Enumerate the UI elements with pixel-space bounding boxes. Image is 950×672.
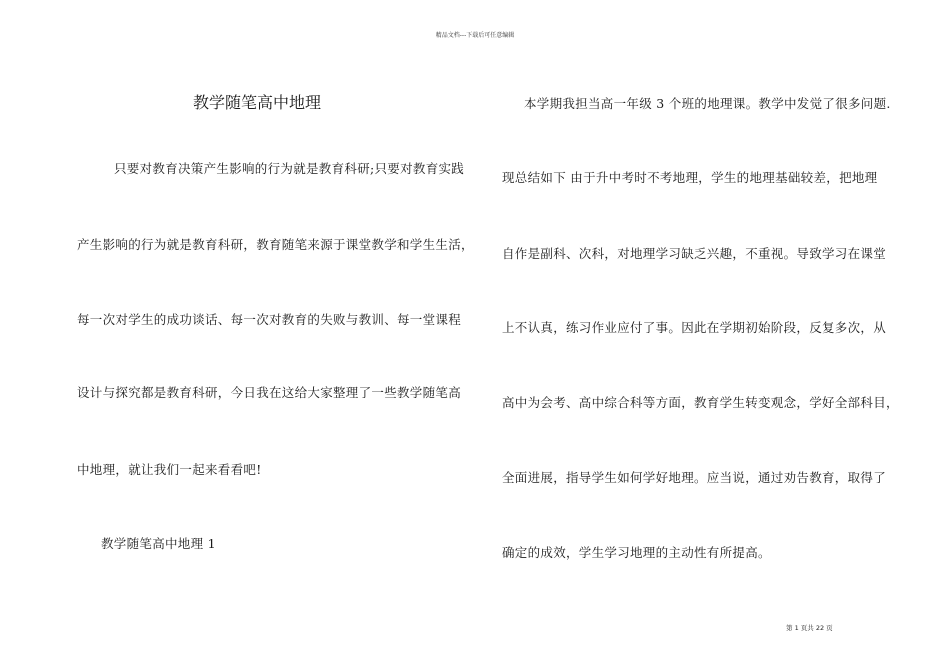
right-line-7: 确定的成效，学生学习地理的主动性有所提高。: [502, 545, 771, 560]
page-number: 第 1 页共 22 页: [786, 624, 833, 632]
left-line-5: 中地理，就让我们一起来看看吧!: [77, 462, 262, 477]
right-line-4: 上不认真，练习作业应付了事。因此在学期初始阶段，反复多次，从: [502, 320, 887, 335]
right-line-2: 现总结如下 由于升中考时不考地理，学生的地理基础较差，把地理: [502, 170, 878, 185]
right-line-6: 全面进展，指导学生如何学好地理。应当说，通过劝告教育，取得了: [502, 470, 887, 485]
left-line-2: 产生影响的行为就是教育科研，教育随笔来源于课堂教学和学生生活，: [77, 237, 474, 252]
section-heading: 教学随笔高中地理 1: [101, 536, 216, 551]
left-line-4: 设计与探究都是教育科研，今日我在这给大家整理了一些教学随笔高: [77, 385, 462, 400]
left-line-1: 只要对教育决策产生影响的行为就是教育科研;只要对教育实践: [114, 161, 465, 176]
right-line-3: 自作是副科、次科，对地理学习缺乏兴趣，不重视。导致学习在课堂: [502, 246, 887, 261]
left-line-3: 每一次对学生的成功谈话、每一次对教育的失败与教训、每一堂课程: [77, 312, 462, 327]
right-line-5: 高中为会考、高中综合科等方面，教育学生转变观念，学好全部科目，: [502, 395, 899, 410]
document-title: 教学随笔高中地理: [193, 93, 322, 112]
right-line-1: 本学期我担当高一年级 3 个班的地理课。教学中发觉了很多问题.: [524, 96, 891, 111]
header-note: 精品文档---下载后可任意编辑: [435, 32, 515, 39]
